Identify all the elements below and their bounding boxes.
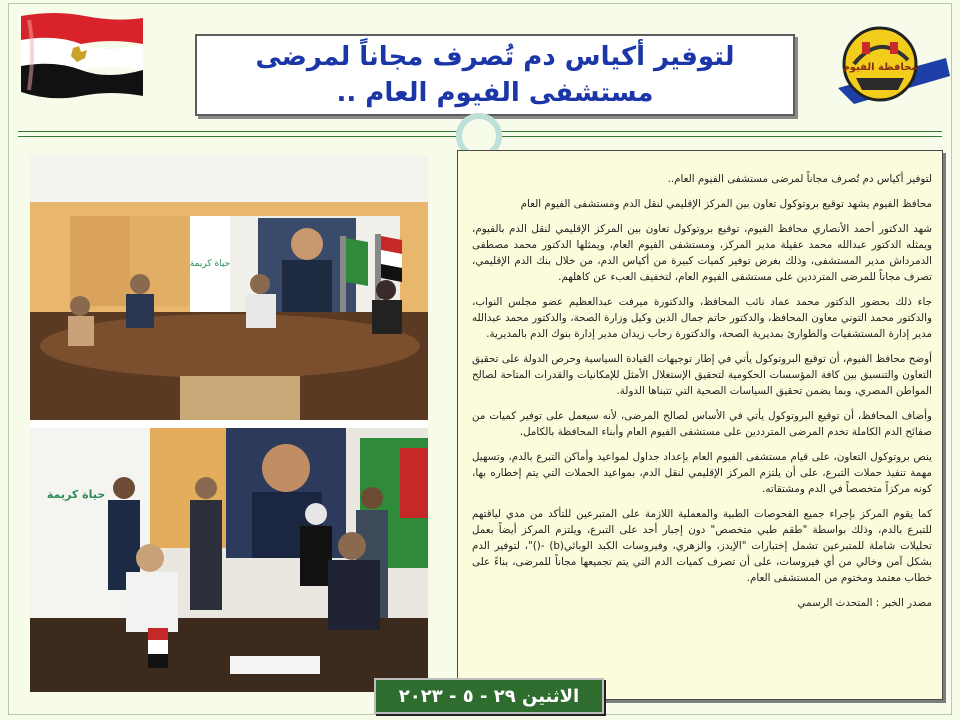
meeting-photo: [30, 156, 428, 420]
news-source: مصدر الخبر : المتحدث الرسمي: [797, 597, 932, 609]
banner-text: حياة كريمة: [46, 488, 106, 501]
article-paragraph: لتوفير أكياس دم تُصرف مجاناً لمرضى مستشفى الفيوم العام..: [667, 173, 932, 185]
article-paragraph: وأضاف المحافظ، أن توقيع البروتوكول يأتي في الأساس لصالح المرضى، لأنه سيعمل على توفير كميات من صفائح الدم الكاملة تخدم المرضى المترددين على مستشفى الفيوم العام وأبناء المحافظة بالكامل.: [472, 410, 932, 438]
article-paragraph: كما يقوم المركز بإجراء جميع الفحوصات الطبية والمعملية اللازمة على المتبرعين للتأكد من مدي لياقتهم للتبرع بالدم، وذلك بواسطة "طقم طبي متخصص" دون إجبار أحد على التبرع، ويلتزم المركز أيضاً بعمل تحليلات شاملة للمتبرعين تشمل إختبارات "الإيدز، والزهري، وفيروسات الكبد الوبائي(b) -()"، لتوفير الدم بشكل آمن وخالي من أي فيروسات، على أن تصرف كميات الدم التي يتم تجميعها مجاناً للمرضى، بناءً على خطاب معتمد ومختوم من المستشفى العام.: [472, 508, 932, 584]
article-paragraph: محافظ الفيوم يشهد توقيع بروتوكول تعاون بين المركز الإقليمي لنقل الدم ومستشفى الفيوم العام: [520, 198, 932, 210]
article-paragraph: ينص بروتوكول التعاون، على قيام مستشفى الفيوم العام بإعداد جداول لمواعيد وأماكن التبرع بالدم، وتسهيل مهمة تنفيذ حملات التبرع، على أن يلتزم المركز الإقليمي لنقل الدم، بمواعيد الحملات التي يتم إخطاره بها، كونه مركزاً متخصصاً في الدم ومشتقاته.: [472, 451, 932, 495]
banner-text: حياة كريمة: [189, 259, 231, 269]
date-badge: [374, 678, 604, 714]
article-body: [457, 150, 943, 700]
photo-column: [30, 156, 428, 692]
article-paragraph: جاء ذلك بحضور الدكتور محمد عماد نائب المحافظ، والدكتورة ميرفت عبدالعظيم عضو مجلس النواب، والدكتور محمد التوني معاون المحافظ، والدكتور حاتم جمال الدين وكيل وزارة الصحة، والدكتور محمد عبدالله مدير إدارة المستشفيات والطوارئ بمديرية الصحة، والدكتورة رحاب زيدان مدير إدارة بنوك الدم بالمديرية.: [472, 296, 932, 340]
governorate-logo: [834, 18, 952, 116]
article-paragraph: أوضح محافظ الفيوم، أن توقيع البروتوكول يأتي في إطار توجيهات القيادة السياسية وحرص الدولة على تحقيق التعاون والتنسيق بين كافة المؤسسات الحكومية لتحقيق الإستغلال الأمثل للإمكانيات والقدرات المتاحة لصالح المواطن المصري، وبما يضمن تحقيق السياسات الصحية التي تتبناها الدولة.: [472, 353, 932, 397]
headline-box: [195, 34, 795, 116]
egypt-flag-icon: [15, 10, 148, 102]
page-title: لتوفير أكياس دم تُصرف مجاناً لمرضى مستشفى الفيوم العام ..: [255, 42, 735, 108]
signing-photo: [30, 428, 428, 692]
date-text: الاثنين ٢٩ - ٥ - ٢٠٢٣: [398, 685, 580, 707]
article-paragraph: شهد الدكتور أحمد الأنصاري محافظ الفيوم، توقيع بروتوكول تعاون بين المركز الإقليمي لنقل الدم بالفيوم، ويمثله الدكتور عبدالله محمد عقيلة مدير المركز، ومستشفى الفيوم العام، ويمثلها الدكتور محمد مصطفى الدمرداش مدير المستشفى، وذلك بغرض توفير كميات كبيرة من أكياس الدم، من خلال بنك الدم الإقليمي، تصرف مجاناً للمرضى المترددين على مستشفى الفيوم العام، لتخفيف العبء عن كاهلهم.: [472, 223, 932, 283]
logo-text: محافظة الفيوم: [842, 62, 918, 73]
